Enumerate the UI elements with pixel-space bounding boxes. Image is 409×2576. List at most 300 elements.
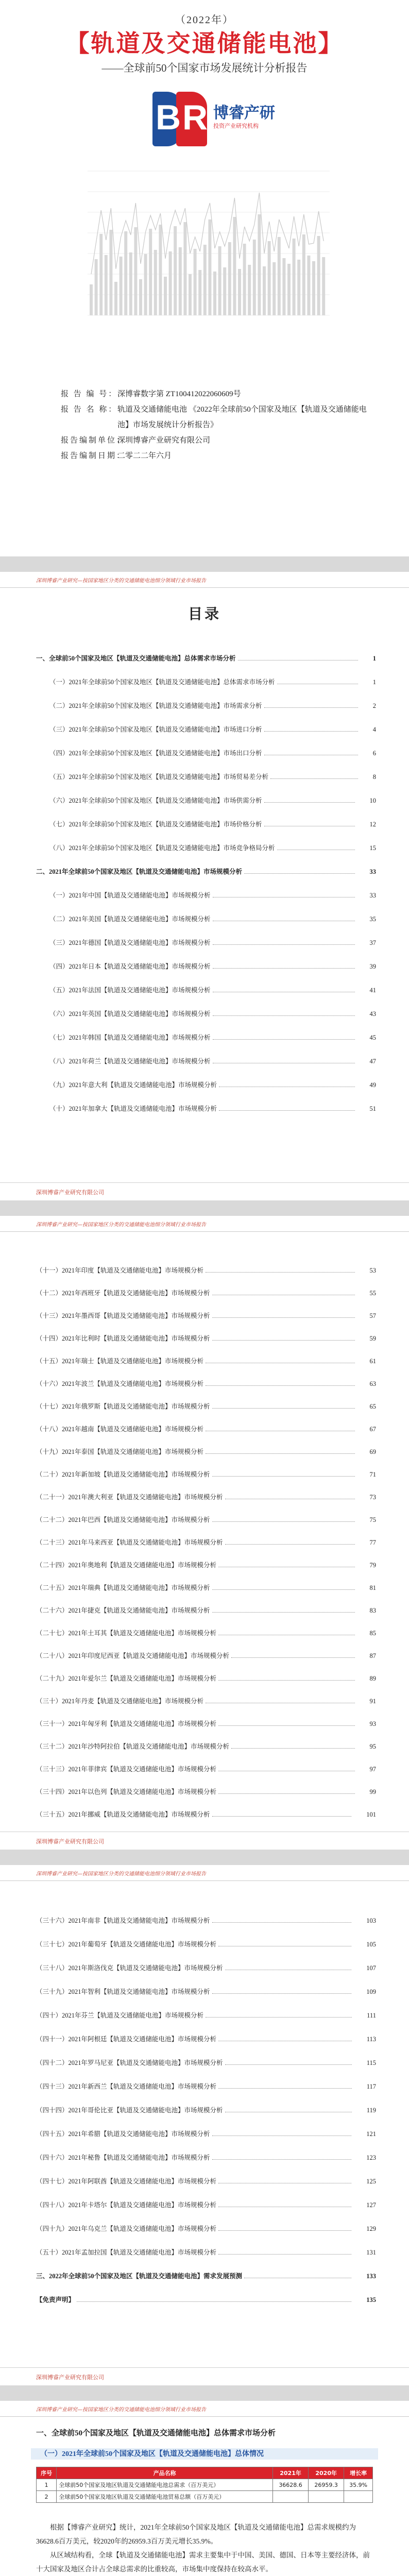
toc-leader (270, 778, 358, 779)
cover-bar (317, 236, 320, 315)
toc-entry[interactable] (36, 1683, 376, 1705)
toc-leader (213, 1015, 355, 1016)
toc-leader (231, 1748, 354, 1749)
toc-entry-title: （十一）2021年印度【轨道及交通储能电池】市场规模分析 (36, 1267, 204, 1274)
toc-page-number: 59 (369, 1335, 376, 1342)
meta-row (61, 386, 370, 402)
cover-bar (243, 244, 246, 315)
toc-entry-title: （六）2021年英国【轨道及交通储能电池】市场规模分析 (49, 1010, 211, 1018)
toc-entry-title: （十四）2021年比利时【轨道及交通储能电池】市场规模分析 (36, 1335, 210, 1342)
cover-bar (278, 237, 281, 315)
toc-entry[interactable] (36, 2209, 376, 2233)
toc-entry[interactable] (36, 757, 376, 781)
cover-bar (258, 214, 261, 315)
page-footer: 深圳博睿产业研究有限公司 (36, 2374, 104, 2381)
toc-leader (206, 2017, 352, 2018)
toc-page-number: 127 (366, 2201, 376, 2209)
toc-page-number: 99 (369, 1788, 376, 1795)
toc-entry[interactable] (36, 1996, 376, 2020)
toc-page-number: 53 (369, 1267, 376, 1274)
toc-page-number: 73 (369, 1494, 376, 1501)
meta-value: 深博睿数字第 ZT100412022060609号 (117, 390, 241, 398)
toc-entry-title: 三、2022年全球前50个国家及地区【轨道及交通储能电池】需求发展预测 (36, 2273, 243, 2280)
meta-key: 报告编制日期： (61, 452, 126, 460)
cover-bar (124, 231, 127, 315)
toc-page-number: 125 (366, 2178, 376, 2185)
toc-page-number: 121 (366, 2130, 376, 2138)
toc-entry[interactable] (36, 2043, 376, 2067)
cover-bar (95, 259, 98, 315)
toc-entry[interactable] (36, 1479, 376, 1501)
cover-bar (268, 241, 271, 315)
summary-table (36, 2467, 373, 2503)
toc-page-number: 55 (369, 1290, 376, 1297)
toc-page-number: 113 (366, 2036, 376, 2043)
toc-entry-title: （二十二）2021年巴西【轨道及交通储能电池】市场规模分析 (36, 1516, 210, 1523)
meta-row (61, 448, 370, 464)
report-meta (61, 386, 370, 464)
meta-key: 报 告 编 号： (61, 390, 118, 398)
toc-entry-title: （二十）2021年新加坡【轨道及交通储能电池】市场规模分析 (36, 1471, 210, 1478)
toc-entry-title: （四十四）2021年哥伦比亚【轨道及交通储能电池】市场规模分析 (36, 2107, 223, 2114)
cover-bar (302, 234, 305, 315)
body-paragraph: 从区域结构看，全球【轨道及交通储能电池】需求主要集中于中国、美国、德国、日本等主要经济体，前十大国家及地区合计占全球总需求的比重较高，市场集中度保持在较高水平。 (36, 2551, 370, 2573)
toc-entry[interactable] (36, 663, 376, 686)
toc-entry-title: （二十三）2021年马来西亚【轨道及交通储能电池】市场规模分析 (36, 1539, 223, 1546)
toc-entry-title: （一）2021年中国【轨道及交通储能电池】市场规模分析 (49, 892, 211, 899)
toc-entry[interactable] (36, 900, 376, 923)
toc-leader (212, 2159, 352, 2160)
toc-entry-title: 一、全球前50个国家及地区【轨道及交通储能电池】总体需求市场分析 (36, 655, 236, 662)
toc-entry[interactable] (36, 710, 376, 734)
toc-entry[interactable] (36, 828, 376, 852)
toc-entry-title: （七）2021年全球前50个国家及地区【轨道及交通储能电池】市场价格分析 (49, 821, 262, 828)
brand-logo (149, 89, 273, 150)
toc-page-number: 133 (366, 2273, 376, 2280)
toc-entry[interactable] (36, 1343, 376, 1365)
toc-page-number: 61 (369, 1358, 376, 1365)
toc-page-number: 75 (369, 1516, 376, 1523)
toc-page-number: 83 (369, 1607, 376, 1614)
toc-page-number: 1 (372, 679, 376, 686)
toc-page-number: 107 (366, 1964, 376, 1972)
cover-bar (203, 245, 207, 315)
toc-leader (206, 1453, 354, 1454)
cover-bar (120, 257, 123, 315)
cover-bar (282, 258, 285, 315)
toc-page-number: 37 (369, 939, 376, 946)
cover-year: （2022年） (175, 14, 234, 26)
toc-entry-title: （一）2021年全球前50个国家及地区【轨道及交通储能电池】总体需求市场分析 (49, 679, 275, 686)
toc-entry-title: （十八）2021年越南【轨道及交通储能电池】市场规模分析 (36, 1426, 204, 1433)
toc-entry-title: （十三）2021年墨西哥【轨道及交通储能电池】市场规模分析 (36, 1312, 210, 1319)
cover-bar (129, 252, 132, 315)
toc-page-number: 91 (369, 1698, 376, 1705)
meta-value: 轨道及交通储能电池 《2022年全球前50个国家及地区【轨道及交通储能电池】市场发展统计分析报告》 (117, 405, 367, 429)
toc-entry[interactable] (36, 994, 376, 1018)
toc-entry[interactable] (36, 1089, 376, 1113)
toc-leader (213, 1039, 355, 1040)
toc-entry[interactable] (36, 2091, 376, 2114)
table-header-cell: 产品名称 (57, 2467, 273, 2479)
toc-page-number: 119 (366, 2107, 376, 2114)
toc-entry[interactable] (36, 1018, 376, 1042)
toc-page-number: 129 (366, 2225, 376, 2232)
cover-bar (263, 266, 266, 315)
logo-name: 博睿产研 (213, 104, 275, 122)
toc-entry[interactable] (36, 1524, 376, 1547)
cover-bar (179, 247, 182, 315)
toc-leader (218, 1725, 354, 1726)
cover-bar (223, 267, 226, 315)
br-logo-icon: B R (149, 89, 209, 149)
cover-bar (293, 239, 296, 315)
toc-leader (218, 1680, 354, 1681)
cover-bar (99, 234, 103, 315)
toc-page-number: 8 (372, 773, 376, 781)
cover-bar (144, 254, 147, 315)
toc-entry[interactable] (36, 1972, 376, 1996)
meta-value: 深圳博睿产业研究有限公司 (117, 436, 211, 445)
toc-entry[interactable] (36, 2233, 376, 2257)
table-cell: 全球前50个国家及地区轨道及交通储能电池总需求（百万美元） (57, 2479, 273, 2491)
toc-page-number: 10 (369, 797, 376, 804)
toc-page-number: 109 (366, 1988, 376, 1995)
toc-entry[interactable] (36, 2280, 376, 2304)
toc-entry-title: （十六）2021年波兰【轨道及交通储能电池】市场规模分析 (36, 1380, 204, 1387)
toc-entry-title: （十二）2021年西班牙【轨道及交通储能电池】市场规模分析 (36, 1290, 210, 1297)
toc-page-number: 2 (372, 702, 376, 709)
toc-entry[interactable] (36, 1547, 376, 1569)
toc-entry[interactable] (36, 1592, 376, 1615)
toc-entry-title: （六）2021年全球前50个国家及地区【轨道及交通储能电池】市场供需分析 (49, 797, 262, 804)
toc-entry-title: （四十八）2021年卡塔尔【轨道及交通储能电池】市场规模分析 (36, 2201, 217, 2209)
toc-page-number: 33 (369, 892, 376, 899)
toc-page-1 (0, 572, 409, 1200)
toc-entry-title: 二、2021年全球前50个国家及地区【轨道及交通储能电池】市场规模分析 (36, 868, 243, 875)
meta-key: 报告编制单位： (61, 436, 126, 445)
toc-page-number: 103 (366, 1917, 376, 1924)
toc-entry[interactable] (36, 2114, 376, 2138)
toc-entry[interactable] (36, 1501, 376, 1524)
toc-page-number: 85 (369, 1630, 376, 1637)
toc-page-number: 87 (369, 1652, 376, 1659)
cover-bar (114, 282, 117, 315)
section-1-page (0, 2401, 409, 2576)
toc-entry[interactable] (36, 2020, 376, 2043)
toc-entry[interactable] (36, 1042, 376, 1065)
toc-entry[interactable] (36, 734, 376, 757)
cover-bar (213, 272, 216, 315)
toc-list-2 (36, 1252, 376, 1819)
cover-bar (307, 256, 310, 315)
toc-page-number: 123 (366, 2154, 376, 2161)
toc-leader (231, 1657, 354, 1658)
body-paragraph: 根据【博睿产业研究】统计，2021年全球前50个国家及地区【轨道及交通储能电池】总需求规模约为36628.6百万美元，较2020年的26959.3百万美元增长35.9%。 (36, 2523, 356, 2545)
page-header: 深圳博睿产业研究—按国家地区分类的交通储能电池细分领域行业市场报告 (36, 2407, 206, 2413)
toc-leader (225, 1544, 355, 1545)
toc-page-number: 47 (369, 1058, 376, 1065)
toc-page-number: 101 (366, 1811, 376, 1818)
toc-entry[interactable] (36, 805, 376, 828)
toc-leader (218, 2230, 351, 2231)
toc-entry[interactable] (36, 639, 376, 663)
toc-entry[interactable] (36, 1411, 376, 1433)
toc-entry[interactable] (36, 1637, 376, 1660)
toc-entry[interactable] (36, 1365, 376, 1388)
toc-leader (206, 1385, 354, 1386)
table-row (37, 2491, 373, 2503)
cover-bar (134, 227, 137, 315)
toc-entry[interactable] (36, 1615, 376, 1637)
toc-entry-title: 【免责声明】 (36, 2296, 75, 2303)
toc-entry[interactable] (36, 1773, 376, 1796)
toc-leader (264, 802, 355, 803)
toc-entry[interactable] (36, 1796, 376, 1819)
toc-leader (212, 1993, 352, 1994)
toc-leader (206, 1272, 354, 1273)
toc-leader (218, 1793, 354, 1794)
page-header: 深圳博睿产业研究—按国家地区分类的交通储能电池细分领域行业市场报告 (36, 1222, 206, 1228)
toc-entry[interactable] (36, 1728, 376, 1751)
toc-leader (212, 1922, 352, 1923)
toc-page-number: 41 (369, 987, 376, 994)
table-header-cell: 2020年 (309, 2467, 344, 2479)
toc-entry-title: （四）2021年全球前50个国家及地区【轨道及交通储能电池】市场出口分析 (49, 750, 262, 757)
cover-bar (218, 246, 221, 315)
toc-page-number: 39 (369, 963, 376, 970)
toc-entry-title: （四十七）2021年阿联酋【轨道及交通储能电池】市场规模分析 (36, 2178, 217, 2185)
toc-entry-title: （八）2021年荷兰【轨道及交通储能电池】市场规模分析 (49, 1058, 211, 1065)
toc-leader (213, 944, 355, 945)
page-header: 深圳博睿产业研究—按国家地区分类的交通储能电池细分领域行业市场报告 (36, 1871, 206, 1877)
toc-entry-title: （二十五）2021年瑞典【轨道及交通储能电池】市场规模分析 (36, 1584, 210, 1591)
cover-bar (287, 264, 291, 315)
toc-entry-title: （二十一）2021年澳大利亚【轨道及交通储能电池】市场规模分析 (36, 1494, 223, 1501)
cover-bar (194, 249, 197, 315)
toc-entry[interactable] (36, 1569, 376, 1592)
toc-page-3 (0, 1865, 409, 2385)
toc-leader (225, 2064, 352, 2065)
toc-entry-title: （五）2021年法国【轨道及交通储能电池】市场规模分析 (49, 987, 211, 994)
toc-entry-title: （三十八）2021年斯洛伐克【轨道及交通储能电池】市场规模分析 (36, 1964, 223, 1972)
toc-entry[interactable] (36, 1065, 376, 1089)
meta-row (61, 433, 370, 448)
toc-entry[interactable] (36, 1751, 376, 1773)
toc-page-number: 95 (369, 1743, 376, 1750)
toc-page-number: 57 (369, 1312, 376, 1319)
toc-entry-title: （四十三）2021年新西兰【轨道及交通储能电池】市场规模分析 (36, 2083, 217, 2090)
toc-page-number: 111 (367, 2012, 376, 2019)
toc-list-1 (36, 639, 376, 1113)
cover-bar (164, 277, 167, 315)
toc-entry[interactable] (36, 1320, 376, 1343)
toc-entry[interactable] (36, 852, 376, 876)
toc-entry[interactable] (36, 686, 376, 710)
toc-leader (212, 1476, 355, 1477)
logo-tagline: 投资产业研究机构 (213, 123, 259, 129)
toc-entry-title: （四十二）2021年罗马尼亚【轨道及交通储能电池】市场规模分析 (36, 2059, 223, 2066)
toc-page-number: 65 (369, 1403, 376, 1410)
toc-entry-title: （十九）2021年泰国【轨道及交通储能电池】市场规模分析 (36, 1448, 204, 1455)
toc-entry-title: （三）2021年德国【轨道及交通储能电池】市场规模分析 (49, 939, 211, 946)
meta-row (61, 402, 370, 433)
toc-entry-title: （七）2021年韩国【轨道及交通储能电池】市场规模分析 (49, 1034, 211, 1041)
toc-entry[interactable] (36, 1456, 376, 1479)
toc-entry-title: （三十九）2021年智利【轨道及交通储能电池】市场规模分析 (36, 1988, 210, 1995)
cover-bar (109, 230, 112, 315)
toc-leader (264, 707, 358, 708)
toc-entry[interactable] (36, 923, 376, 947)
toc-entry-title: （二十六）2021年捷克【轨道及交通储能电池】市场规模分析 (36, 1607, 210, 1614)
toc-entry-title: （五十）2021年孟加拉国【轨道及交通储能电池】市场规模分析 (36, 2249, 217, 2256)
toc-entry-title: （三）2021年全球前50个国家及地区【轨道及交通储能电池】市场进口分析 (49, 726, 262, 733)
toc-entry[interactable] (36, 1275, 376, 1297)
toc-entry[interactable] (36, 781, 376, 805)
toc-page-number: 105 (366, 1941, 376, 1948)
cover-bar (322, 257, 325, 315)
toc-entry[interactable] (36, 876, 376, 900)
toc-entry[interactable] (36, 971, 376, 994)
cover-decorative-chart (77, 161, 335, 346)
meta-key: 报 告 名 称： (61, 405, 118, 414)
toc-entry[interactable] (36, 1948, 376, 1972)
toc-leader (212, 1589, 355, 1590)
toc-page-number: 131 (366, 2249, 376, 2256)
toc-page-number: 12 (369, 821, 376, 828)
toc-entry[interactable] (36, 1297, 376, 1320)
toc-leader (212, 1340, 355, 1341)
toc-page-number: 1 (372, 655, 376, 662)
cover-bar (169, 251, 172, 315)
table-cell: 全球前50个国家及地区轨道及交通储能电池贸易总额（百万美元） (57, 2491, 273, 2503)
toc-entry[interactable] (36, 1705, 376, 1728)
toc-page-number: 15 (369, 844, 376, 852)
table-row (37, 2479, 373, 2491)
table-cell: 1 (37, 2479, 57, 2491)
toc-page-number: 45 (369, 1034, 376, 1041)
table-cell (273, 2491, 309, 2503)
cover-title: 【轨道及交通储能电池】 (65, 30, 344, 57)
cover-bar (183, 222, 186, 315)
page-header: 深圳博睿产业研究—按国家地区分类的交通储能电池细分领域行业市场报告 (36, 578, 206, 584)
toc-page-number: 69 (369, 1448, 376, 1455)
toc-leader (77, 2301, 351, 2302)
cover-page (0, 0, 409, 556)
toc-entry[interactable] (36, 1433, 376, 1456)
toc-entry-title: （二十八）2021年印度尼西亚【轨道及交通储能电池】市场规模分析 (36, 1652, 230, 1659)
toc-page-number: 33 (369, 868, 376, 875)
toc-entry-title: （三十二）2021年沙特阿拉伯【轨道及交通储能电池】市场规模分析 (36, 1743, 230, 1750)
table-cell: 2 (37, 2491, 57, 2503)
toc-entry-title: （二十七）2021年土耳其【轨道及交通储能电池】市场规模分析 (36, 1630, 217, 1637)
page-footer: 深圳博睿产业研究有限公司 (36, 1189, 104, 1196)
toc-leader (213, 968, 355, 969)
toc-entry-title: （四十一）2021年阿根廷【轨道及交通储能电池】市场规模分析 (36, 2036, 217, 2043)
section-1-body (36, 2520, 376, 2576)
cover-bar (189, 274, 192, 315)
table-cell: 35.9% (344, 2479, 373, 2491)
table-cell (309, 2491, 344, 2503)
toc-leader (212, 1521, 355, 1522)
page-footer: 深圳博睿产业研究有限公司 (36, 1838, 104, 1845)
toc-leader (219, 1110, 354, 1111)
toc-leader (212, 1408, 355, 1409)
toc-page-number: 63 (369, 1380, 376, 1387)
toc-entry[interactable] (36, 947, 376, 971)
toc-entry[interactable] (36, 1901, 376, 1925)
toc-page-number: 79 (369, 1562, 376, 1569)
toc-page-number: 135 (366, 2296, 376, 2303)
toc-leader (218, 2088, 352, 2089)
toc-entry-title: （三十三）2021年菲律宾【轨道及交通储能电池】市场规模分析 (36, 1766, 217, 1773)
toc-page-number: 4 (372, 726, 376, 733)
toc-entry-title: （十七）2021年俄罗斯【轨道及交通储能电池】市场规模分析 (36, 1403, 210, 1410)
toc-entry[interactable] (36, 2138, 376, 2162)
table-header-cell: 2021年 (273, 2467, 309, 2479)
toc-page-number: 43 (369, 1010, 376, 1018)
toc-entry-title: （二十四）2021年奥地利【轨道及交通储能电池】市场规模分析 (36, 1562, 217, 1569)
toc-entry-title: （三十）2021年丹麦【轨道及交通储能电池】市场规模分析 (36, 1698, 204, 1705)
toc-entry-title: （四十）2021年芬兰【轨道及交通储能电池】市场规模分析 (36, 2012, 204, 2019)
toc-entry[interactable] (36, 1388, 376, 1411)
cover-bar (174, 226, 177, 315)
toc-entry-title: （三十一）2021年匈牙利【轨道及交通储能电池】市场规模分析 (36, 1720, 217, 1727)
cover-bar (253, 240, 256, 315)
toc-entry[interactable] (36, 2257, 376, 2280)
toc-page-number: 97 (369, 1766, 376, 1773)
toc-page-number: 71 (369, 1471, 376, 1478)
toc-entry-title: （四十六）2021年秘鲁【轨道及交通储能电池】市场规模分析 (36, 2154, 210, 2161)
toc-entry[interactable] (36, 1660, 376, 1683)
cover-bar (248, 265, 251, 315)
toc-entry[interactable] (36, 2162, 376, 2185)
toc-page-number: 35 (369, 916, 376, 923)
toc-page-2 (0, 1216, 409, 1850)
toc-entry[interactable] (36, 2185, 376, 2209)
subsection-heading: （一）2021年全球前50个国家及地区【轨道及交通储能电池】总体情况 (40, 2450, 264, 2458)
toc-entry-title: （十五）2021年瑞士【轨道及交通储能电池】市场规模分析 (36, 1358, 204, 1365)
toc-entry-title: （三十六）2021年南非【轨道及交通储能电池】市场规模分析 (36, 1917, 210, 1924)
toc-entry[interactable] (36, 1252, 376, 1275)
cover-subtitle: ——全球前50个国家市场发展统计分析报告 (101, 62, 308, 74)
cover-bar (149, 229, 152, 315)
table-header-cell: 增长率 (344, 2467, 373, 2479)
toc-page-number: 67 (369, 1426, 376, 1433)
toc-entry-title: （二）2021年全球前50个国家及地区【轨道及交通储能电池】市场需求分析 (49, 702, 262, 709)
cover-bar (228, 242, 231, 315)
toc-entry-title: （四十五）2021年希腊【轨道及交通储能电池】市场规模分析 (36, 2130, 210, 2138)
toc-entry-title: （二）2021年美国【轨道及交通储能电池】市场规模分析 (49, 916, 211, 923)
toc-entry[interactable] (36, 2067, 376, 2091)
toc-page-number: 49 (369, 1081, 376, 1089)
toc-title: 目录 (188, 606, 221, 622)
toc-leader (212, 1816, 352, 1817)
toc-entry[interactable] (36, 1925, 376, 1948)
toc-leader (264, 731, 358, 732)
toc-entry-title: （三十四）2021年以色列【轨道及交通储能电池】市场规模分析 (36, 1788, 217, 1795)
cover-bar (90, 284, 93, 315)
toc-page-number: 93 (369, 1720, 376, 1727)
toc-entry-title: （三十七）2021年葡萄牙【轨道及交通储能电池】市场规模分析 (36, 1941, 217, 1948)
toc-page-number: 89 (369, 1675, 376, 1682)
toc-page-number: 51 (369, 1105, 376, 1112)
section-heading: 一、全球前50个国家及地区【轨道及交通储能电池】总体需求市场分析 (36, 2429, 276, 2437)
toc-entry-title: （五）2021年全球前50个国家及地区【轨道及交通储能电池】市场贸易差分析 (49, 773, 269, 781)
toc-page-number: 77 (369, 1539, 376, 1546)
table-cell: 26959.3 (309, 2479, 344, 2491)
table-header-cell: 序号 (37, 2467, 57, 2479)
